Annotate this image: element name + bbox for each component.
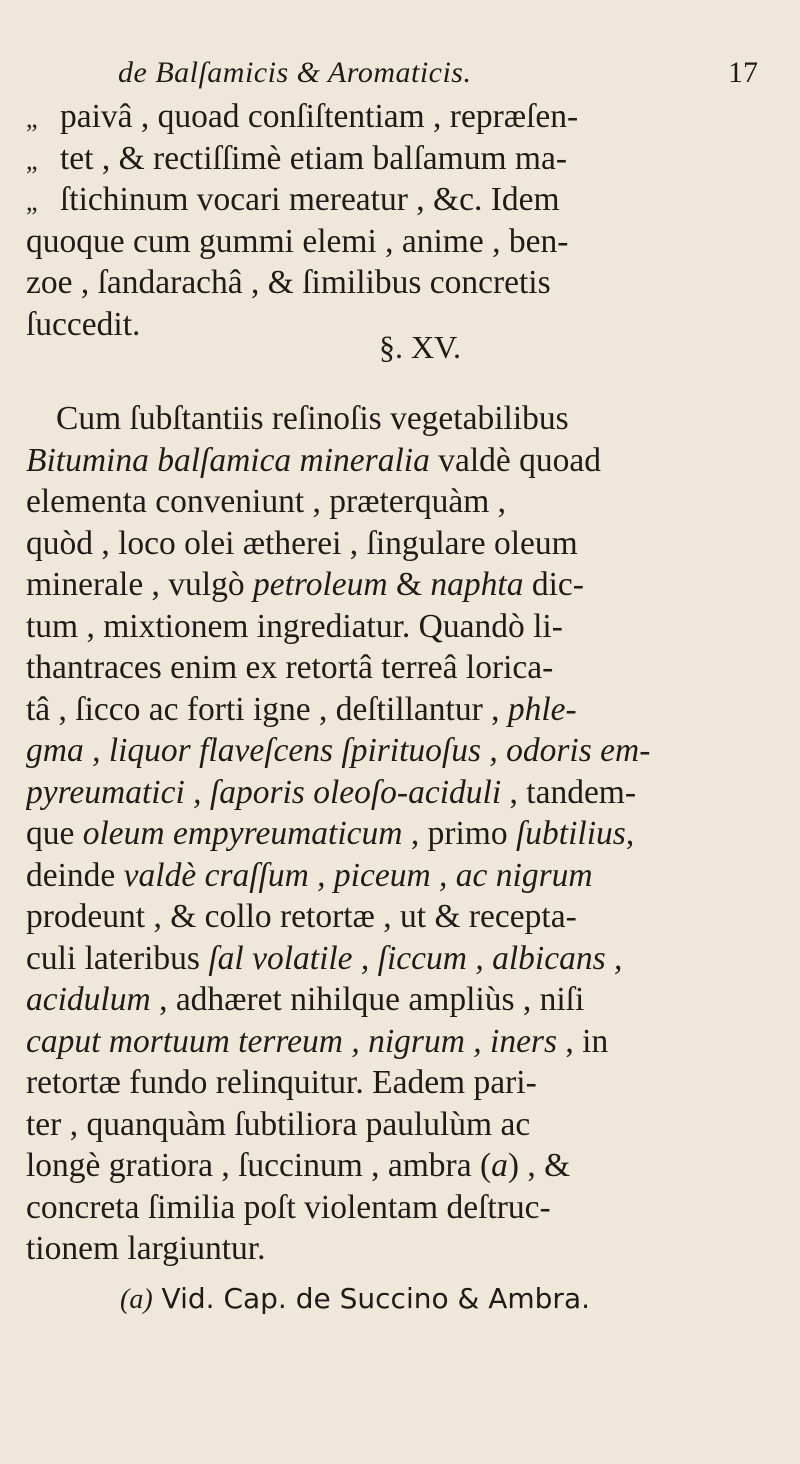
italic-text: acidulum xyxy=(26,981,151,1018)
italic-text: petroleum xyxy=(253,566,388,603)
text-line xyxy=(26,564,778,606)
text-line xyxy=(26,1062,778,1104)
italic-text: caput mortuum terreum , nigrum , iners xyxy=(26,1022,558,1060)
italic-text: pyreumatici , ſaporis oleoſo-aciduli xyxy=(26,773,502,811)
text-segment: quòd , loco olei ætherei , ſingulare oleum xyxy=(26,524,578,562)
italic-text: gma , liquor flaveſcens ſpirituoſus , odoris em- xyxy=(26,732,651,769)
text-line xyxy=(26,689,778,731)
text-segment: deinde xyxy=(26,856,124,894)
text-line xyxy=(26,938,778,980)
footnote-marker: (a) xyxy=(120,1284,153,1315)
italic-text: naphta xyxy=(430,566,524,603)
text-segment: & xyxy=(387,566,431,603)
italic-text: a xyxy=(491,1147,508,1184)
paragraph-1 xyxy=(26,96,778,345)
text-segment: retortæ fundo relinquitur. Eadem pari- xyxy=(26,1064,537,1101)
running-head: de Balſamicis & Aromaticis. xyxy=(118,56,472,89)
text-line xyxy=(26,96,778,138)
text-line xyxy=(26,1021,778,1063)
text-line xyxy=(26,1228,778,1270)
italic-text: Bitumina balſamica mineralia xyxy=(26,441,430,479)
text-segment: thantraces enim ex retortâ terreâ lorica- xyxy=(26,649,554,686)
text-segment: , xyxy=(625,815,635,852)
text-segment: dic- xyxy=(523,566,584,603)
text-segment: zoe , ſandarachâ , & ſimilibus concretis xyxy=(26,264,551,301)
italic-text: valdè craſſum , piceum , ac nigrum xyxy=(123,856,593,894)
text-segment: , primo xyxy=(402,815,516,852)
text-segment: valdè quoad xyxy=(429,441,602,479)
italic-text: oleum empyreumaticum xyxy=(82,815,403,852)
text-line xyxy=(26,179,778,221)
text-line xyxy=(26,221,778,263)
text-segment: paivâ , quoad conſiſtentiam , repræſen- xyxy=(60,98,579,135)
text-segment: longè gratiora , ſuccinum , ambra ( xyxy=(26,1147,492,1184)
text-line xyxy=(26,138,778,180)
text-line xyxy=(26,1145,778,1187)
footnote xyxy=(120,1282,590,1316)
text-segment: ſtichinum vocari mereatur , &c. Idem xyxy=(60,181,560,218)
italic-text: ſubtilius xyxy=(516,815,626,852)
text-segment: quoque cum gummi elemi , anime , ben- xyxy=(26,222,569,260)
text-line xyxy=(26,1104,778,1146)
text-segment: minerale , vulgò xyxy=(26,566,253,603)
quote-mark: „ xyxy=(26,145,38,175)
text-line xyxy=(26,896,778,938)
text-line xyxy=(26,523,778,565)
text-segment: tâ , ſicco ac forti igne , deſtillantur , xyxy=(26,690,508,728)
text-line xyxy=(26,398,778,440)
quote-mark: „ xyxy=(26,187,38,216)
text-segment: culi lateribus xyxy=(26,939,209,977)
text-segment: elementa conveniunt , præterquàm , xyxy=(26,483,507,520)
text-line xyxy=(26,647,778,689)
text-line xyxy=(26,606,778,648)
text-line xyxy=(26,1187,778,1229)
text-line xyxy=(26,855,778,897)
text-segment: Cum ſubſtantiis reſinoſis vegetabilibus xyxy=(56,400,569,437)
text-line xyxy=(26,813,778,855)
italic-text: phle- xyxy=(507,690,577,728)
text-segment: , adhæret nihilque ampliùs , niſi xyxy=(150,981,585,1018)
text-segment: que xyxy=(26,815,83,852)
text-segment: tionem largiuntur. xyxy=(26,1230,266,1267)
text-segment: , tandem- xyxy=(501,773,637,811)
text-segment: ter , quanquàm ſubtiliora paululùm ac xyxy=(26,1105,531,1143)
footnote-text: Vid. Cap. de Succino & Ambra. xyxy=(152,1282,591,1315)
text-segment: tum , mixtionem ingrediatur. Quandò li- xyxy=(26,607,563,645)
text-line xyxy=(26,730,778,772)
quote-mark: „ xyxy=(26,104,38,133)
text-segment: tet , & rectiſſimè etiam balſamum ma- xyxy=(60,139,567,177)
text-segment: concreta ſimilia poſt violentam deſtruc- xyxy=(26,1188,551,1226)
text-line xyxy=(26,772,778,814)
text-line xyxy=(26,440,778,482)
text-line xyxy=(26,979,778,1021)
text-segment: ) , & xyxy=(507,1147,571,1184)
text-segment: ſuccedit. xyxy=(26,305,141,343)
italic-text: ſal volatile , ſiccum , albicans , xyxy=(208,939,623,977)
text-segment: prodeunt , & collo retortæ , ut & recepta- xyxy=(26,898,577,935)
text-segment: , in xyxy=(557,1022,609,1060)
page-number: 17 xyxy=(728,56,758,89)
text-line xyxy=(26,481,778,523)
paragraph-2 xyxy=(26,398,778,1270)
page-header xyxy=(118,56,758,100)
text-line xyxy=(26,262,778,304)
section-heading: §. XV. xyxy=(378,329,462,365)
